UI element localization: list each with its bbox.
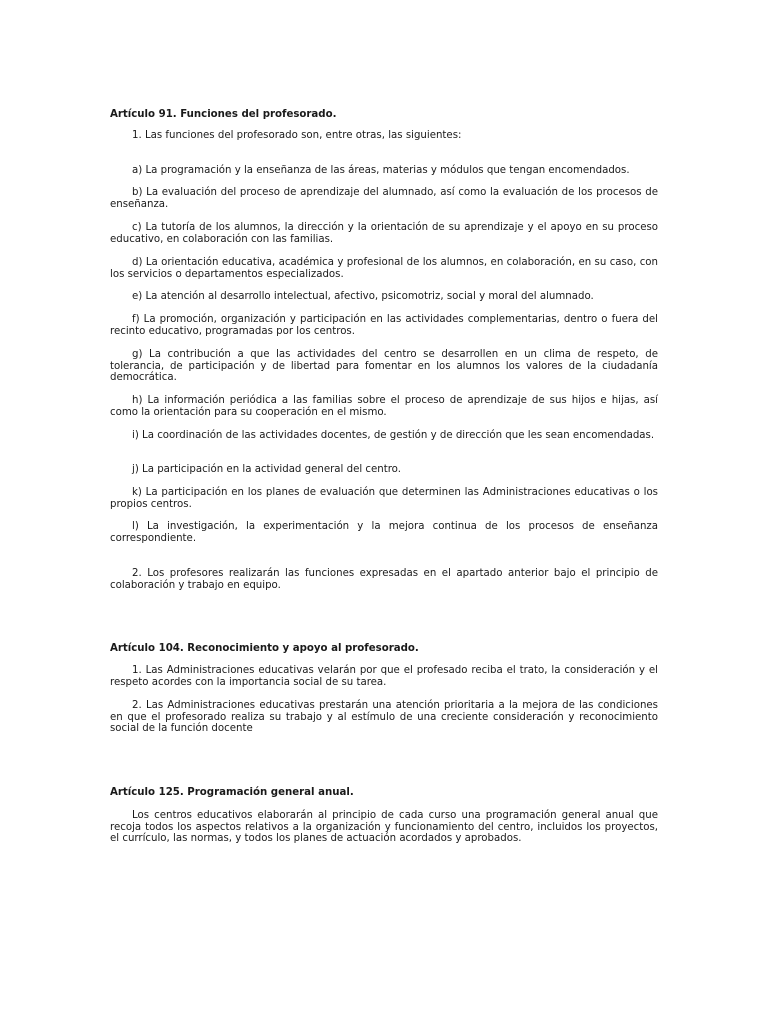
article-91-paragraph-1: 1. Las funciones del profesorado son, entre otras, las siguientes: <box>132 130 462 141</box>
article-91-item-a: a) La programación y la enseñanza de las áreas, materias y módulos que tengan encomendados. <box>132 165 630 176</box>
article-125-paragraph-1: Los centros educativos elaborarán al principio de cada curso una programación general anual que recoja todos los aspectos relativos a la organización y funcionamiento del centro, incluidos los proyectos, el currículo, las normas, y todos los planes de actuación acordados y aprobados. <box>110 810 658 845</box>
article-91-item-i: i) La coordinación de las actividades docentes, de gestión y de dirección que les sean encomendadas. <box>132 430 655 441</box>
article-91-item-k: k) La participación en los planes de evaluación que determinen las Administraciones educativas o los propios centros. <box>110 487 658 510</box>
article-91-item-j: j) La participación en la actividad general del centro. <box>132 464 401 475</box>
article-91-item-l: l) La investigación, la experimentación y la mejora continua de los procesos de enseñanza correspondiente. <box>110 521 658 544</box>
article-91-item-g: g) La contribución a que las actividades del centro se desarrollen en un clima de respeto, de tolerancia, de participación y de libertad para fomentar en los alumnos los valores de la ciudadanía democrática. <box>110 349 658 384</box>
article-91-item-c: c) La tutoría de los alumnos, la dirección y la orientación de su aprendizaje y el apoyo en su proceso educativo, en colaboración con las familias. <box>110 222 658 245</box>
article-125-title: Artículo 125. Programación general anual. <box>110 787 354 798</box>
article-104-paragraph-2: 2. Las Administraciones educativas prestarán una atención prioritaria a la mejora de las condiciones en que el profesorado realiza su trabajo y al estímulo de una creciente consideración y reconocimiento social de la función docente <box>110 700 658 735</box>
article-104-paragraph-1: 1. Las Administraciones educativas velarán por que el profesado reciba el trato, la consideración y el respeto acordes con la importancia social de su tarea. <box>110 665 658 688</box>
article-91-item-d: d) La orientación educativa, académica y profesional de los alumnos, en colaboración, en su caso, con los servicios o departamentos especializados. <box>110 257 658 280</box>
article-91-item-f: f) La promoción, organización y participación en las actividades complementarias, dentro o fuera del recinto educativo, programadas por los centros. <box>110 314 658 337</box>
article-91-item-e: e) La atención al desarrollo intelectual, afectivo, psicomotriz, social y moral del alumnado. <box>132 291 594 302</box>
article-91-title: Artículo 91. Funciones del profesorado. <box>110 109 337 120</box>
article-91-item-h: h) La información periódica a las familias sobre el proceso de aprendizaje de sus hijos e hijas, así como la orientación para su cooperación en el mismo. <box>110 395 658 418</box>
article-104-title: Artículo 104. Reconocimiento y apoyo al profesorado. <box>110 643 419 654</box>
article-91-item-b: b) La evaluación del proceso de aprendizaje del alumnado, así como la evaluación de los procesos de enseñanza. <box>110 187 658 210</box>
article-91-paragraph-2: 2. Los profesores realizarán las funciones expresadas en el apartado anterior bajo el principio de colaboración y trabajo en equipo. <box>110 568 658 591</box>
